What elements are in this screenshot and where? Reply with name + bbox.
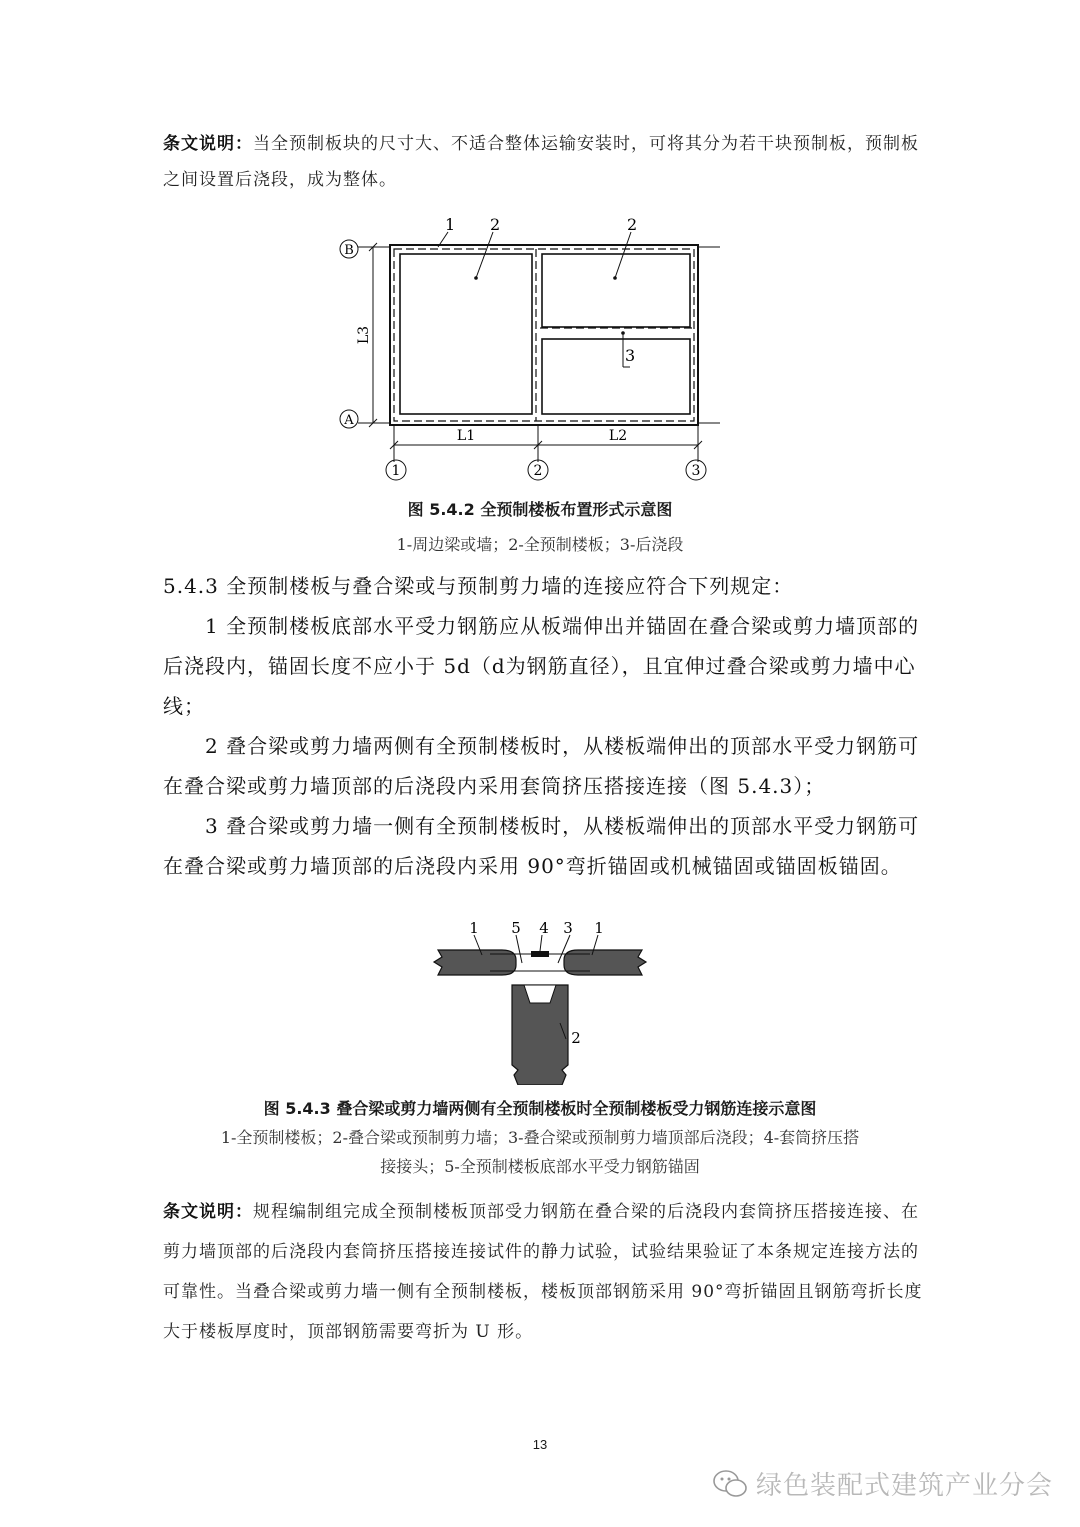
axis-3-label: 3	[691, 463, 701, 479]
note-1-label: 条文说明：	[163, 134, 253, 154]
axis-2-label: 2	[533, 463, 543, 479]
figure-2-legend-line-1: 1-全预制楼板；2-叠合梁或预制剪力墙；3-叠合梁或预制剪力墙顶部后浇段；4-套筒挤压搭	[220, 1128, 860, 1147]
fig2-label-1b: 1	[594, 919, 604, 937]
note-2-label: 条文说明：	[163, 1202, 253, 1222]
section-body	[163, 566, 923, 886]
fig2-label-4: 4	[539, 919, 549, 937]
panel-left	[400, 254, 532, 414]
label-1: 1	[445, 215, 456, 234]
beam-band	[394, 249, 694, 421]
label-2a: 2	[490, 215, 501, 234]
watermark-text: 绿色装配式建筑产业分会	[756, 1471, 1054, 1501]
fig2-label-1a: 1	[469, 919, 479, 937]
wechat-icon	[712, 1469, 748, 1499]
note-2-text: 规程编制组完成全预制楼板顶部受力钢筋在叠合梁的后浇段内套筒挤压搭接连接、在剪力墙顶部的后浇段内套筒挤压搭接连接试件的静力试验，试验结果验证了本条规定连接方法的可靠性。当叠合梁或剪力墙一侧有全预制楼板，楼板顶部钢筋采用 90°弯折锚固且钢筋弯折长度大于楼板厚度时，顶部钢筋需要弯折为 U 形。	[163, 1202, 923, 1342]
fig2-label-5: 5	[511, 919, 521, 937]
figure-1-caption: 图 5.4.2 全预制楼板布置形式示意图	[407, 500, 673, 519]
figure-5-4-2	[330, 210, 730, 485]
panel-top-right	[542, 254, 690, 327]
section-item-3: 3 叠合梁或剪力墙一侧有全预制楼板时，从楼板端伸出的顶部水平受力钢筋可在叠合梁或剪力墙顶部的后浇段内采用 90°弯折锚固或机械锚固或锚固板锚固。	[163, 814, 920, 878]
label-3: 3	[625, 346, 636, 365]
panel-bottom-right	[542, 339, 690, 414]
dim-l3: L3	[356, 325, 372, 345]
note-1	[163, 126, 923, 198]
figure-2-legend-line-2: 接接头；5-全预制楼板底部水平受力钢筋锚固	[380, 1157, 700, 1176]
axis-a-label: A	[344, 413, 354, 428]
dim-l2: L2	[608, 428, 628, 444]
watermark	[712, 1465, 1053, 1502]
label-2b: 2	[627, 215, 638, 234]
outer-edge	[390, 245, 698, 425]
page-number: 13	[532, 1437, 548, 1452]
note-2	[163, 1192, 923, 1352]
section-item-1: 1 全预制楼板底部水平受力钢筋应从板端伸出并锚固在叠合梁或剪力墙顶部的后浇段内，锚固长度不应小于 5d（d为钢筋直径），且宜伸过叠合梁或剪力墙中心线；	[163, 614, 920, 718]
fig2-label-2: 2	[571, 1029, 581, 1047]
axis-b-label: B	[344, 243, 354, 258]
dim-l1: L1	[456, 428, 476, 444]
section-item-2: 2 叠合梁或剪力墙两侧有全预制楼板时，从楼板端伸出的顶部水平受力钢筋可在叠合梁或剪力墙顶部的后浇段内采用套筒挤压搭接连接（图 5.4.3）；	[163, 734, 920, 798]
note-1-text: 当全预制板块的尺寸大、不适合整体运输安装时，可将其分为若干块预制板，预制板之间设置后浇段，成为整体。	[163, 134, 919, 190]
section-heading: 5.4.3 全预制楼板与叠合梁或与预制剪力墙的连接应符合下列规定：	[163, 574, 794, 598]
sleeve-joint	[531, 951, 549, 957]
figure-2-caption: 图 5.4.3 叠合梁或剪力墙两侧有全预制楼板时全预制楼板受力钢筋连接示意图	[263, 1099, 817, 1118]
fig2-label-3: 3	[563, 919, 573, 937]
axis-1-label: 1	[391, 463, 401, 479]
figure-1-legend: 1-周边梁或墙；2-全预制楼板；3-后浇段	[396, 535, 684, 554]
figure-5-4-3	[430, 915, 650, 1085]
